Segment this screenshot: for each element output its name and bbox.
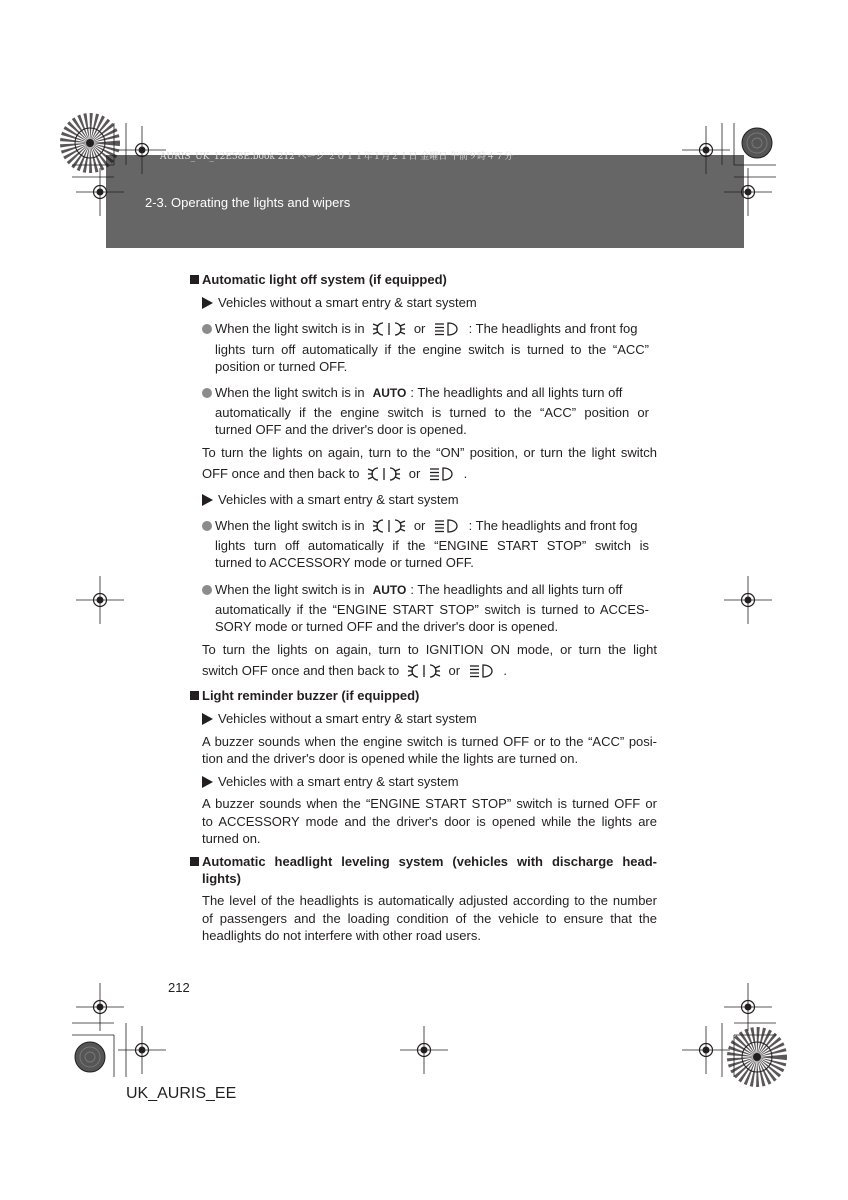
section-heading: Automatic light off system (if equipped) <box>190 271 447 289</box>
bullet-line: When the light switch is in AUTO : The headlights and all lights turn off <box>202 384 622 402</box>
tail-light-icon <box>372 320 406 338</box>
footer-code: UK_AURIS_EE <box>126 1085 237 1102</box>
bullet-line: turned to ACCESSORY mode or turned OFF. <box>215 555 474 570</box>
auto-symbol: AUTO <box>372 583 407 597</box>
headlight-icon <box>468 662 496 680</box>
triangle-arrow-icon <box>202 297 213 309</box>
triangle-arrow-icon <box>202 776 213 788</box>
vehicle-type-label: Vehicles with a smart entry & start system <box>202 773 459 791</box>
headlight-icon <box>433 320 461 338</box>
paragraph-line: The level of the headlights is automatically adjusted according to the number <box>202 893 657 908</box>
square-bullet-icon <box>190 857 199 866</box>
bullet-line: When the light switch is in or : The headlights and front fog <box>202 320 657 338</box>
paragraph-line: To turn the lights on again, turn to the “ON” position, or turn the light switch <box>202 445 657 460</box>
round-bullet-icon <box>202 521 212 531</box>
square-bullet-icon <box>190 691 199 700</box>
paragraph-line: turned on. <box>202 831 261 846</box>
paragraph-line: to ACCESSORY mode and the driver's door is opened while the lights are <box>202 814 657 829</box>
paragraph-line: tion and the driver's door is opened while the lights are turned on. <box>202 751 579 766</box>
bullet-line: lights turn off automatically if the engine switch is turned to the “ACC” <box>215 342 649 357</box>
page-number: 212 <box>168 980 190 995</box>
bullet-line: lights turn off automatically if the “ENGINE START STOP” switch is <box>215 538 649 553</box>
vehicle-type-label: Vehicles without a smart entry & start system <box>202 294 477 312</box>
triangle-arrow-icon <box>202 494 213 506</box>
triangle-arrow-icon <box>202 713 213 725</box>
round-bullet-icon <box>202 388 212 398</box>
tail-light-icon <box>407 662 441 680</box>
bullet-line: turned OFF and the driver's door is opened. <box>215 422 467 437</box>
section-heading: Automatic headlight leveling system (vehicles with discharge head- <box>190 853 657 871</box>
section-title: 2-3. Operating the lights and wipers <box>145 195 351 210</box>
section-heading: Light reminder buzzer (if equipped) <box>190 687 419 705</box>
paragraph-line: OFF once and then back to or . <box>202 466 468 481</box>
headlight-icon <box>433 517 461 535</box>
bullet-line: When the light switch is in AUTO : The headlights and all lights turn off <box>202 581 622 599</box>
paragraph-line: A buzzer sounds when the engine switch is turned OFF or to the “ACC” posi- <box>202 734 657 749</box>
bullet-line: automatically if the engine switch is turned to the “ACC” position or <box>215 405 649 420</box>
bullet-line: automatically if the “ENGINE START STOP” switch is turned to ACCES- <box>215 602 649 617</box>
auto-symbol: AUTO <box>372 386 407 400</box>
headlight-icon <box>428 465 456 483</box>
print-info: AURIS_UK_12E58E.book 212 ページ ２０１１年１月２１日 金曜日 午前９時４７分 <box>160 152 514 162</box>
tail-light-icon <box>372 517 406 535</box>
bullet-line: SORY mode or turned OFF and the driver's door is opened. <box>215 619 559 634</box>
square-bullet-icon <box>190 275 199 284</box>
section-heading: lights) <box>202 871 241 886</box>
tail-light-icon <box>367 465 401 483</box>
vehicle-type-label: Vehicles without a smart entry & start system <box>202 710 477 728</box>
vehicle-type-label: Vehicles with a smart entry & start system <box>202 491 459 509</box>
bullet-line: position or turned OFF. <box>215 359 348 374</box>
round-bullet-icon <box>202 585 212 595</box>
paragraph-line: of passengers and the loading condition of the vehicle to ensure that the <box>202 911 657 926</box>
round-bullet-icon <box>202 324 212 334</box>
paragraph-line: headlights do not interfere with other road users. <box>202 928 481 943</box>
bullet-line: When the light switch is in or : The headlights and front fog <box>202 517 638 535</box>
paragraph-line: A buzzer sounds when the “ENGINE START STOP” switch is turned OFF or <box>202 796 657 811</box>
paragraph-line: To turn the lights on again, turn to IGNITION ON mode, or turn the light <box>202 642 657 657</box>
paragraph-line: switch OFF once and then back to or . <box>202 663 507 678</box>
